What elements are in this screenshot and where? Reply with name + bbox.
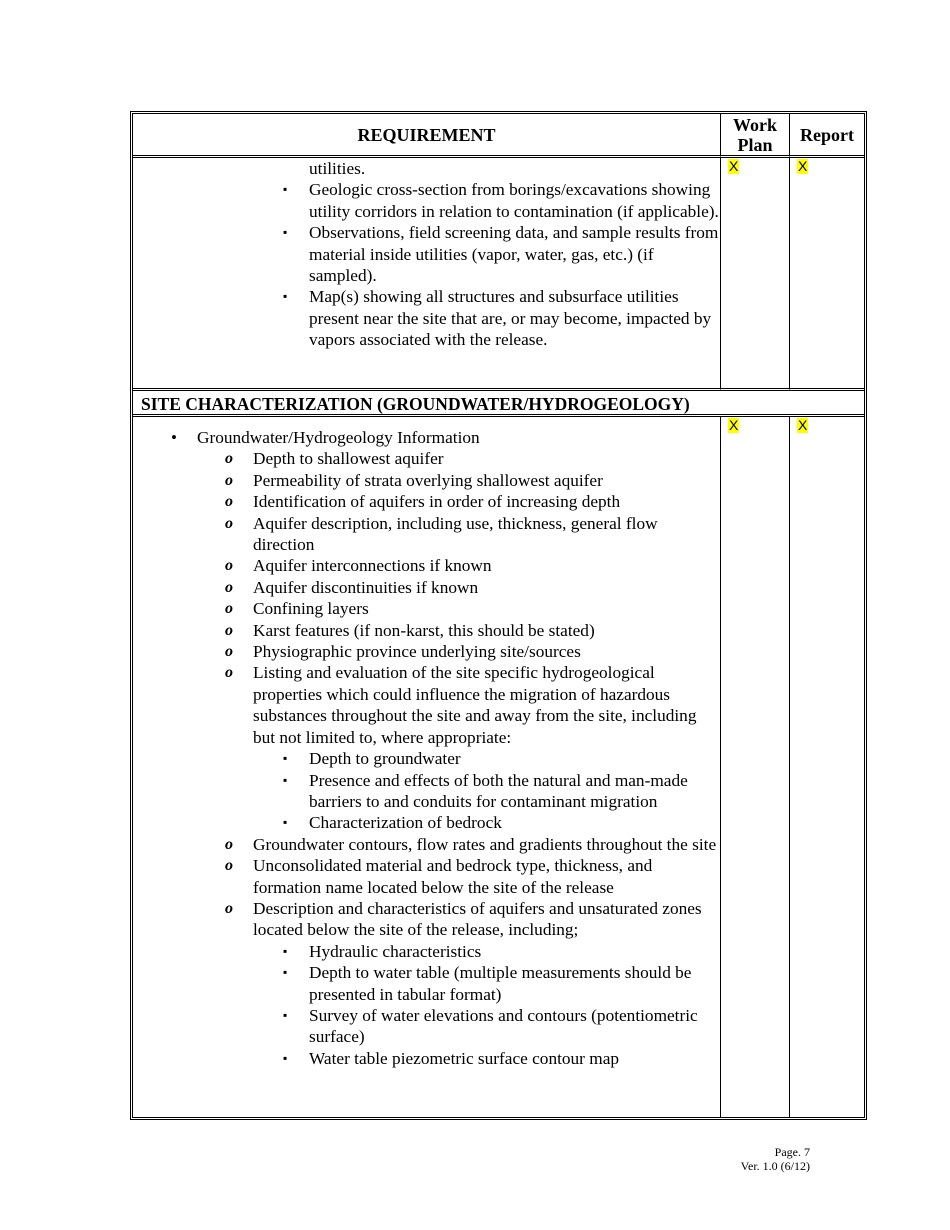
list-item xyxy=(133,470,720,491)
list-item xyxy=(133,1005,720,1048)
list-item xyxy=(133,641,720,662)
list-item xyxy=(133,158,720,179)
list-item-text: Survey of water elevations and contours (potentiometric surface) xyxy=(309,1005,698,1047)
report-cell xyxy=(790,417,864,1117)
square-bullet-icon: ▪ xyxy=(283,1050,288,1065)
list-item xyxy=(133,748,720,769)
list-item-text: Presence and effects of both the natural and man-made barriers to and conduits for contaminant migration xyxy=(309,770,688,811)
square-bullet-icon: ▪ xyxy=(283,815,288,830)
list-item-text: Aquifer description, including use, thickness, general flow direction xyxy=(253,513,658,555)
circle-bullet-icon: o xyxy=(225,600,233,618)
list-item xyxy=(133,222,720,286)
disc-bullet-icon: • xyxy=(171,428,177,447)
section-header-row xyxy=(133,391,864,417)
list-item-text: Aquifer interconnections if known xyxy=(253,556,492,576)
header-report: Report xyxy=(790,114,864,158)
hydrogeology-subitems-a xyxy=(133,748,720,834)
list-item-text: Hydraulic characteristics xyxy=(309,941,482,961)
table-row-groundwater xyxy=(133,417,864,1117)
utility-items-list xyxy=(133,179,720,350)
list-item xyxy=(133,620,720,641)
work-plan-cell xyxy=(721,158,790,391)
circle-bullet-icon: o xyxy=(225,643,233,661)
list-item xyxy=(133,855,720,898)
circle-bullet-icon: o xyxy=(225,835,233,853)
circle-bullet-icon: o xyxy=(225,471,233,489)
list-item-text: Physiographic province underlying site/sources xyxy=(253,642,581,662)
list-item-text: Depth to water table (multiple measurements should be presented in tabular format) xyxy=(309,963,692,1004)
list-item xyxy=(133,1048,720,1069)
work-plan-check-mark: X xyxy=(729,158,739,174)
list-item xyxy=(133,812,720,833)
page-number: Page. 7 xyxy=(774,1145,810,1159)
list-item-text: Map(s) showing all structures and subsurface utilities present near the site that are, or may become, impacted by vapors associated with the release. xyxy=(309,287,712,350)
square-bullet-icon: ▪ xyxy=(283,965,288,980)
top-bullet-text: Groundwater/Hydrogeology Information xyxy=(197,428,480,447)
continued-text: utilities. xyxy=(309,159,366,178)
square-bullet-icon: ▪ xyxy=(283,772,288,787)
requirement-cell xyxy=(133,417,721,1117)
list-item xyxy=(133,770,720,813)
circle-bullet-icon: o xyxy=(225,664,233,682)
list-item-text: Aquifer discontinuities if known xyxy=(253,577,479,597)
header-requirement: REQUIREMENT xyxy=(133,114,721,158)
hydrogeology-subitems-b xyxy=(133,941,720,1069)
circle-bullet-icon: o xyxy=(225,493,233,511)
list-item xyxy=(133,834,720,855)
list-item-text: Groundwater contours, flow rates and gradients throughout the site xyxy=(253,834,717,854)
circle-bullet-icon: o xyxy=(225,450,233,468)
list-item-text: Depth to groundwater xyxy=(309,749,461,769)
square-bullet-icon: ▪ xyxy=(283,751,288,766)
list-item xyxy=(133,286,720,350)
list-item-text: Karst features (if non-karst, this should be stated) xyxy=(253,620,595,640)
list-item-text: Description and characteristics of aquifers and unsaturated zones located below the site of the release, including; xyxy=(253,898,702,940)
list-item-text: Unconsolidated material and bedrock type, thickness, and formation name located below the site of the release xyxy=(253,856,653,897)
table-row-utilities xyxy=(133,158,864,391)
list-item xyxy=(133,448,720,469)
list-item-text: Confining layers xyxy=(253,599,369,619)
list-item xyxy=(133,491,720,512)
list-item xyxy=(133,513,720,556)
list-item xyxy=(133,577,720,598)
work-plan-cell xyxy=(721,417,790,1117)
work-plan-check-mark: X xyxy=(729,417,739,433)
report-check-mark: X xyxy=(798,158,808,174)
list-item xyxy=(133,555,720,576)
list-item-text: Depth to shallowest aquifer xyxy=(253,449,444,469)
section-title: SITE CHARACTERIZATION (GROUNDWATER/HYDROGEOLOGY) xyxy=(133,391,864,417)
list-item xyxy=(133,898,720,941)
report-check-mark: X xyxy=(798,417,808,433)
list-item-text: Geologic cross-section from borings/excavations showing utility corridors in relation to contamination (if applicable). xyxy=(309,180,719,221)
circle-bullet-icon: o xyxy=(225,514,233,532)
list-item xyxy=(133,941,720,962)
list-item xyxy=(133,598,720,619)
list-item xyxy=(133,427,720,448)
list-item xyxy=(133,962,720,1005)
report-cell xyxy=(790,158,864,391)
square-bullet-icon: ▪ xyxy=(283,225,288,240)
square-bullet-icon: ▪ xyxy=(283,943,288,958)
square-bullet-icon: ▪ xyxy=(283,1007,288,1022)
circle-bullet-icon: o xyxy=(225,557,233,575)
list-item-text: Observations, field screening data, and sample results from material inside utilities (vapor, water, gas, etc.) (if sampled). xyxy=(309,223,719,286)
table-header-row xyxy=(133,114,864,158)
circle-bullet-icon: o xyxy=(225,857,233,875)
list-item-text: Water table piezometric surface contour map xyxy=(309,1048,619,1068)
square-bullet-icon: ▪ xyxy=(283,289,288,304)
page-footer xyxy=(741,1145,810,1173)
list-item-text: Listing and evaluation of the site specific hydrogeological properties which could influence the migration of hazardous substances throughout the site and away from the site, including but not limited to, where appropriate: xyxy=(253,663,697,747)
list-item xyxy=(133,662,720,748)
header-work-plan: Work Plan xyxy=(721,114,790,158)
hydrogeology-items-list-a xyxy=(133,448,720,748)
circle-bullet-icon: o xyxy=(225,899,233,917)
list-item-text: Permeability of strata overlying shallowest aquifer xyxy=(253,470,603,490)
list-item-text: Characterization of bedrock xyxy=(309,813,502,833)
hydrogeology-items-list-b xyxy=(133,834,720,941)
list-item xyxy=(133,179,720,222)
circle-bullet-icon: o xyxy=(225,578,233,596)
circle-bullet-icon: o xyxy=(225,621,233,639)
version-label: Ver. 1.0 (6/12) xyxy=(740,1159,810,1173)
square-bullet-icon: ▪ xyxy=(283,182,288,197)
requirements-table xyxy=(130,111,867,1120)
list-item-text: Identification of aquifers in order of increasing depth xyxy=(253,492,621,512)
requirement-cell xyxy=(133,158,721,391)
